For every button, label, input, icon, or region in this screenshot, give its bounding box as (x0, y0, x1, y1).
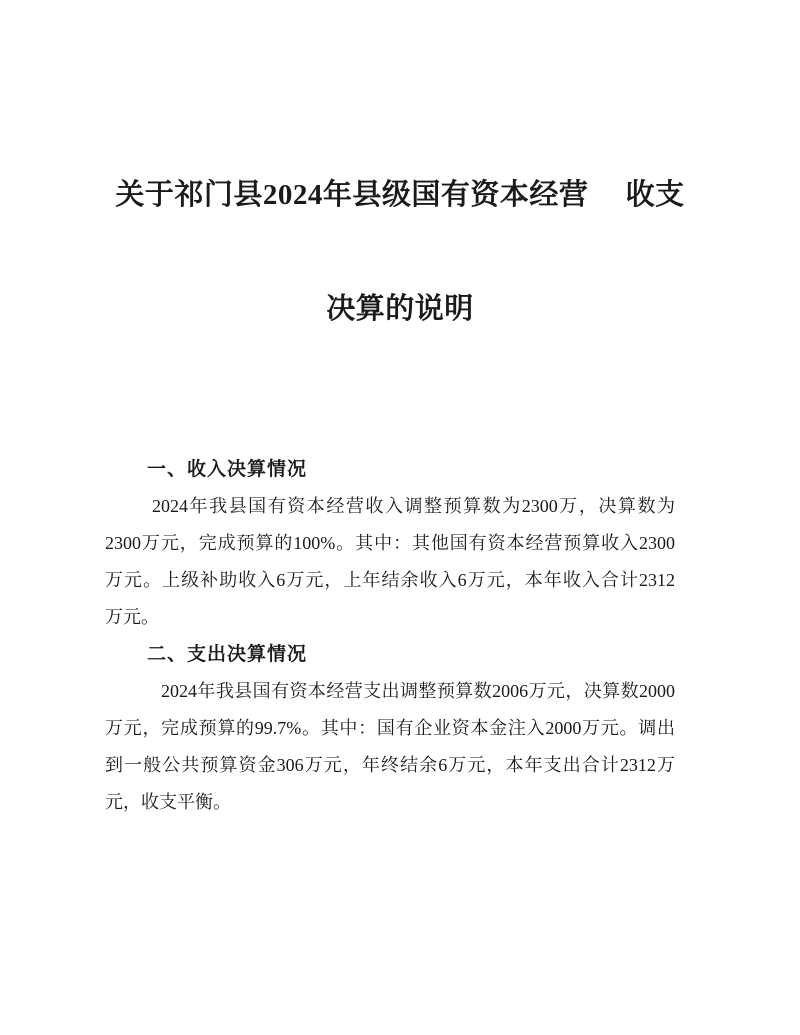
paragraph-line: 万元，完成预算的99.7%。其中：国有企业资本金注入2000万元。调出 (105, 718, 675, 738)
document-title-line-1: 关于祁门县2024年县级国有资本经营 收支 (115, 179, 685, 211)
paragraph-line: 万元。上级补助收入6万元，上年结余收入6万元，本年收入合计2312 (105, 570, 675, 590)
paragraph-line: 2024年我县国有资本经营支出调整预算数2006万元，决算数2000 (161, 681, 675, 701)
section-expenditure (105, 636, 675, 821)
document-body (105, 451, 675, 821)
paragraph-line: 到一般公共预算资金306万元，年终结余6万元，本年支出合计2312万 (105, 755, 675, 775)
paragraph-line: 2024年我县国有资本经营收入调整预算数为2300万，决算数为 (152, 496, 675, 516)
section-expenditure-heading: 二、支出决算情况 (147, 644, 308, 665)
paragraph-line: 万元。 (105, 607, 159, 627)
section-income (105, 451, 675, 636)
document-title (0, 0, 800, 404)
section-income-heading: 一、收入决算情况 (147, 459, 308, 480)
paragraph-line: 2300万元，完成预算的100%。其中：其他国有资本经营预算收入2300 (105, 533, 675, 553)
paragraph-line: 元，收支平衡。 (105, 792, 231, 812)
document-title-line-2: 决算的说明 (326, 293, 474, 325)
